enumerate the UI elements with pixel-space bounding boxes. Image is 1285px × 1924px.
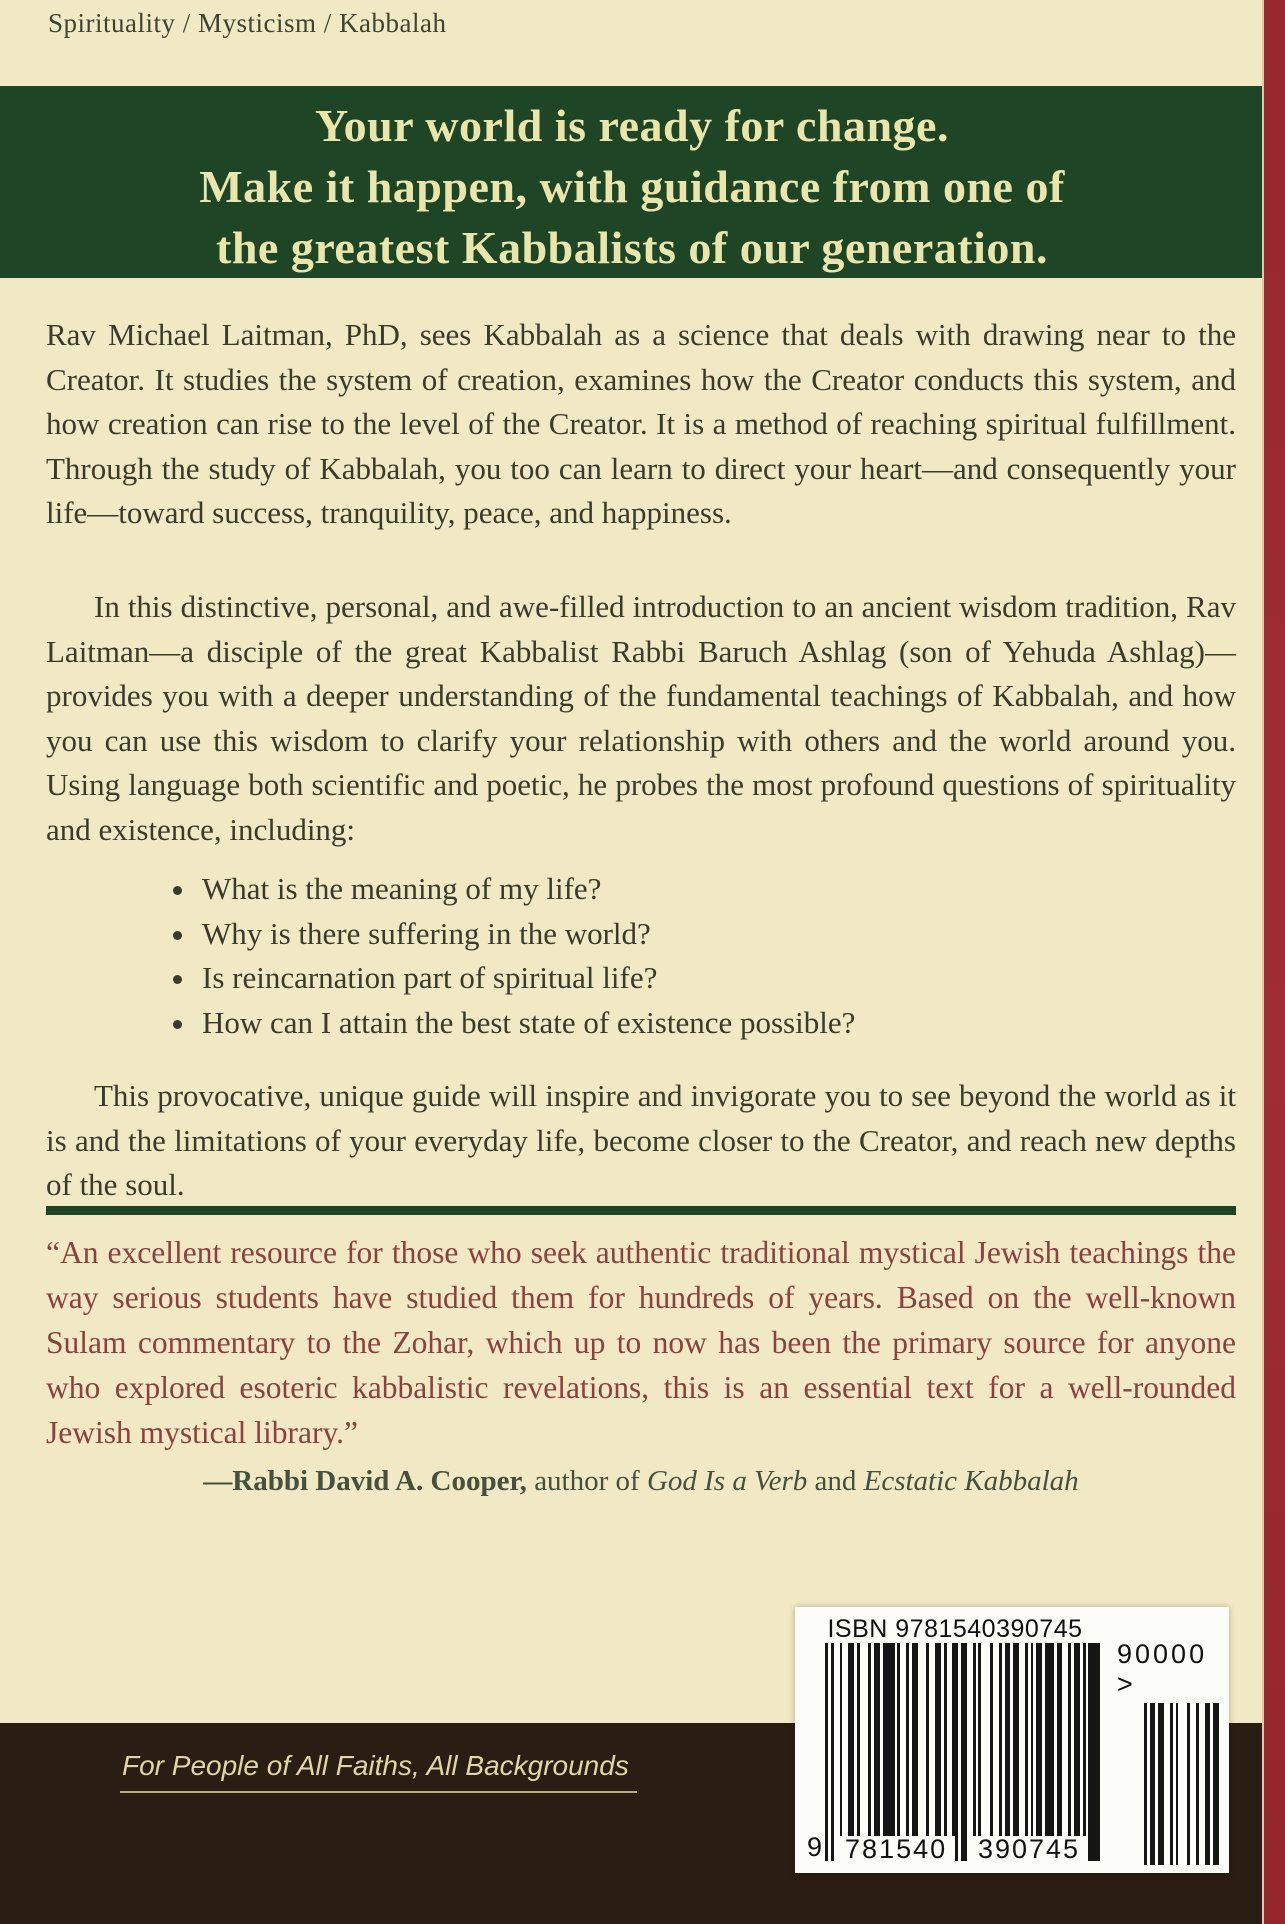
supp-barcode-bars — [1144, 1703, 1219, 1865]
barcode-digits-left: 781540 — [837, 1836, 955, 1863]
barcode-box — [795, 1607, 1229, 1873]
barcode-bars-wrap — [825, 1643, 1100, 1864]
book-edge-strip — [1262, 0, 1285, 1924]
reviewer-name: —Rabbi David A. Cooper, — [203, 1465, 527, 1497]
book-title-2: Ecstatic Kabbalah — [863, 1465, 1079, 1497]
headline-line: Make it happen, with guidance from one of — [199, 161, 1065, 212]
category-label: Spirituality / Mysticism / Kabbalah — [48, 8, 447, 38]
headline-line: Your world is ready for change. — [315, 100, 949, 151]
synopsis-paragraph-3: This provocative, unique guide will inspire and invigorate you to see beyond the world as it is and the limitations of your everyday life, become closer to the Creator, and reach new depths of the soul. — [46, 1078, 1236, 1202]
book-title-1: God Is a Verb — [646, 1465, 808, 1497]
review-quote: “An excellent resource for those who seek authentic traditional mystical Jewish teachings the way serious students have studied them for hundreds of years. Based on the well-known Sulam commentary to the Zohar, which up to now has been the primary source for anyone who explored esoteric kabbalistic revelations, this is an essential text for a well-rounded Jewish mystical library.” — [46, 1235, 1236, 1450]
barcode-main — [807, 1643, 1103, 1864]
barcode-main-section — [807, 1615, 1103, 1867]
synopsis-paragraph-2: In this distinctive, personal, and awe-filled introduction to an ancient wisdom tradition, Rav Laitman—a disciple of the great Kabbalist Rabbi Baruch Ashlag (son of Yehuda Ashlag)—provides you with a deeper understanding of the fundamental teachings of Kabbalah, and how you can use this wisdom to clarify your relationship with others and the world around you. Using language both scientific and poetic, he probes the most profound questions of spirituality and existence, including: — [46, 589, 1236, 847]
headline-line: the greatest Kabbalists of our generation. — [216, 222, 1048, 273]
and-word: and — [807, 1465, 864, 1497]
question-bullet-list — [46, 867, 1285, 1045]
isbn-label: ISBN 9781540390745 — [827, 1615, 1083, 1643]
barcode-leading-digit: 9 — [807, 1832, 823, 1862]
synopsis-paragraph-1: Rav Michael Laitman, PhD, sees Kabbalah as a science that deals with drawing near to the Creator. It studies the system of creation, examines how the Creator conducts this system, and how creation can rise to the level of the Creator. It is a method of reaching spiritual fulfillment. Through the study of Kabbalah, you too can learn to direct your heart—and consequently your life—toward success, tranquility, peace, and happiness. — [46, 317, 1236, 530]
divider-rule — [46, 1206, 1236, 1215]
bullet-item: • Is reincarnation part of spiritual life? — [198, 956, 1285, 1001]
price-code-label: 90000 > — [1117, 1639, 1208, 1699]
review-attribution — [46, 1461, 1236, 1501]
headline-banner — [0, 86, 1264, 278]
bullet-item: • How can I attain the best state of existence possible? — [198, 1001, 1285, 1046]
barcode-supplement-section — [1117, 1615, 1219, 1867]
barcode-digit-groups — [837, 1836, 1088, 1863]
review-block — [46, 1230, 1236, 1501]
footer-tagline: For People of All Faiths, All Backgrounds — [120, 1749, 637, 1793]
main-barcode-bars — [825, 1643, 1100, 1861]
bullet-item: • Why is there suffering in the world? — [198, 912, 1285, 957]
barcode-digits-right: 390745 — [970, 1836, 1088, 1863]
reviewer-role: author of — [526, 1465, 647, 1497]
bullet-item: • What is the meaning of my life? — [198, 867, 1285, 912]
